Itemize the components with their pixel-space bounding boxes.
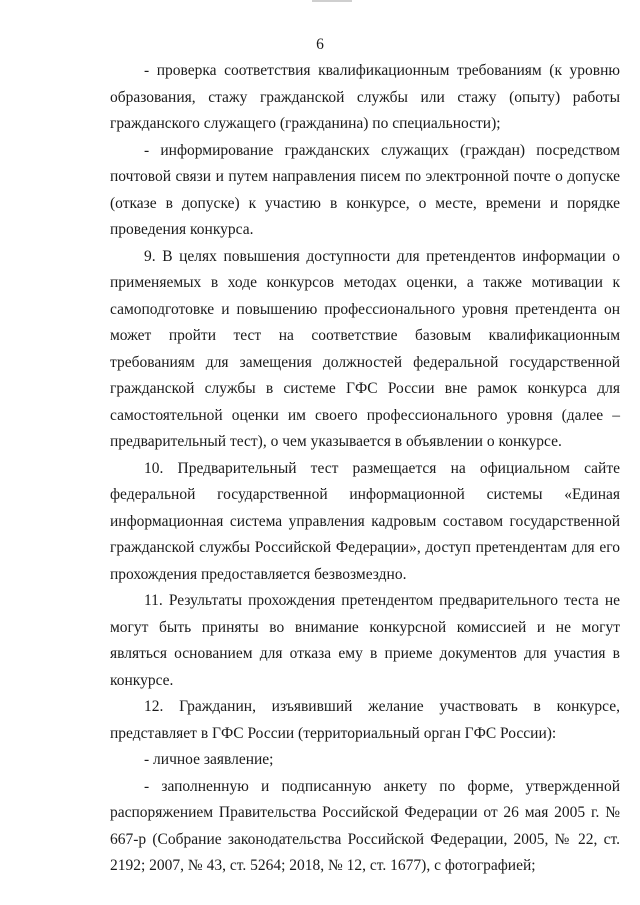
- list-item-questionnaire: - заполненную и подписанную анкету по форме, утвержденной распоряжением Правительства Российской Федерации от 26 мая 2005 г. № 667-р (Собрание законодательства Российской Федерации, 2005, № 22, ст. 2192; 2007, № 43, ст. 5264; 2018, № 12, ст. 1677), с фотографией;: [110, 777, 620, 874]
- paragraph-qualification-check: - проверка соответствия квалификационным требованиям (к уровню образования, стажу гражданской службы или стажу (опыту) работы гражданского служащего (гражданина) по специальности);: [110, 62, 620, 132]
- paragraph-item-10: 10. Предварительный тест размещается на официальном сайте федеральной государственной информационной системы «Единая информационная система управления кадровым составом государственной гражданской службы Российской Федерации», доступ претендентам для его прохождения предоставляется безвозмездно.: [110, 459, 620, 583]
- page-number: 6: [316, 36, 324, 53]
- paragraph-item-9: 9. В целях повышения доступности для претендентов информации о применяемых в ходе конкурсов методах оценки, а также мотивации к самоподготовке и повышению профессионального уровня претендента он может пройти тест на соответствие базовым квалификационным требованиям для замещения должностей федеральной государственной гражданской службы в системе ГФС России вне рамок конкурса для самостоятельной оценки им своего профессионального уровня (далее – предварительный тест), о чем указывается в объявлении о конкурсе.: [110, 247, 620, 450]
- paragraph-item-12: 12. Гражданин, изъявивший желание участвовать в конкурсе, представляет в ГФС России (территориальный орган ГФС России):: [110, 698, 620, 742]
- list-item-application: - личное заявление;: [144, 751, 274, 768]
- paragraph-item-11: 11. Результаты прохождения претендентом предварительного теста не могут быть приняты во внимание конкурсной комиссией и не могут являться основанием для отказа ему в приеме документов для участия в конкурсе.: [110, 592, 620, 689]
- document-body: [110, 58, 620, 880]
- paragraph-informing: - информирование гражданских служащих (граждан) посредством почтовой связи и путем направления писем по электронной почте о допуске (отказе в допуске) к участию в конкурсе, о месте, времени и порядке проведения конкурса.: [110, 141, 620, 238]
- scan-edge-mark: [312, 0, 352, 2]
